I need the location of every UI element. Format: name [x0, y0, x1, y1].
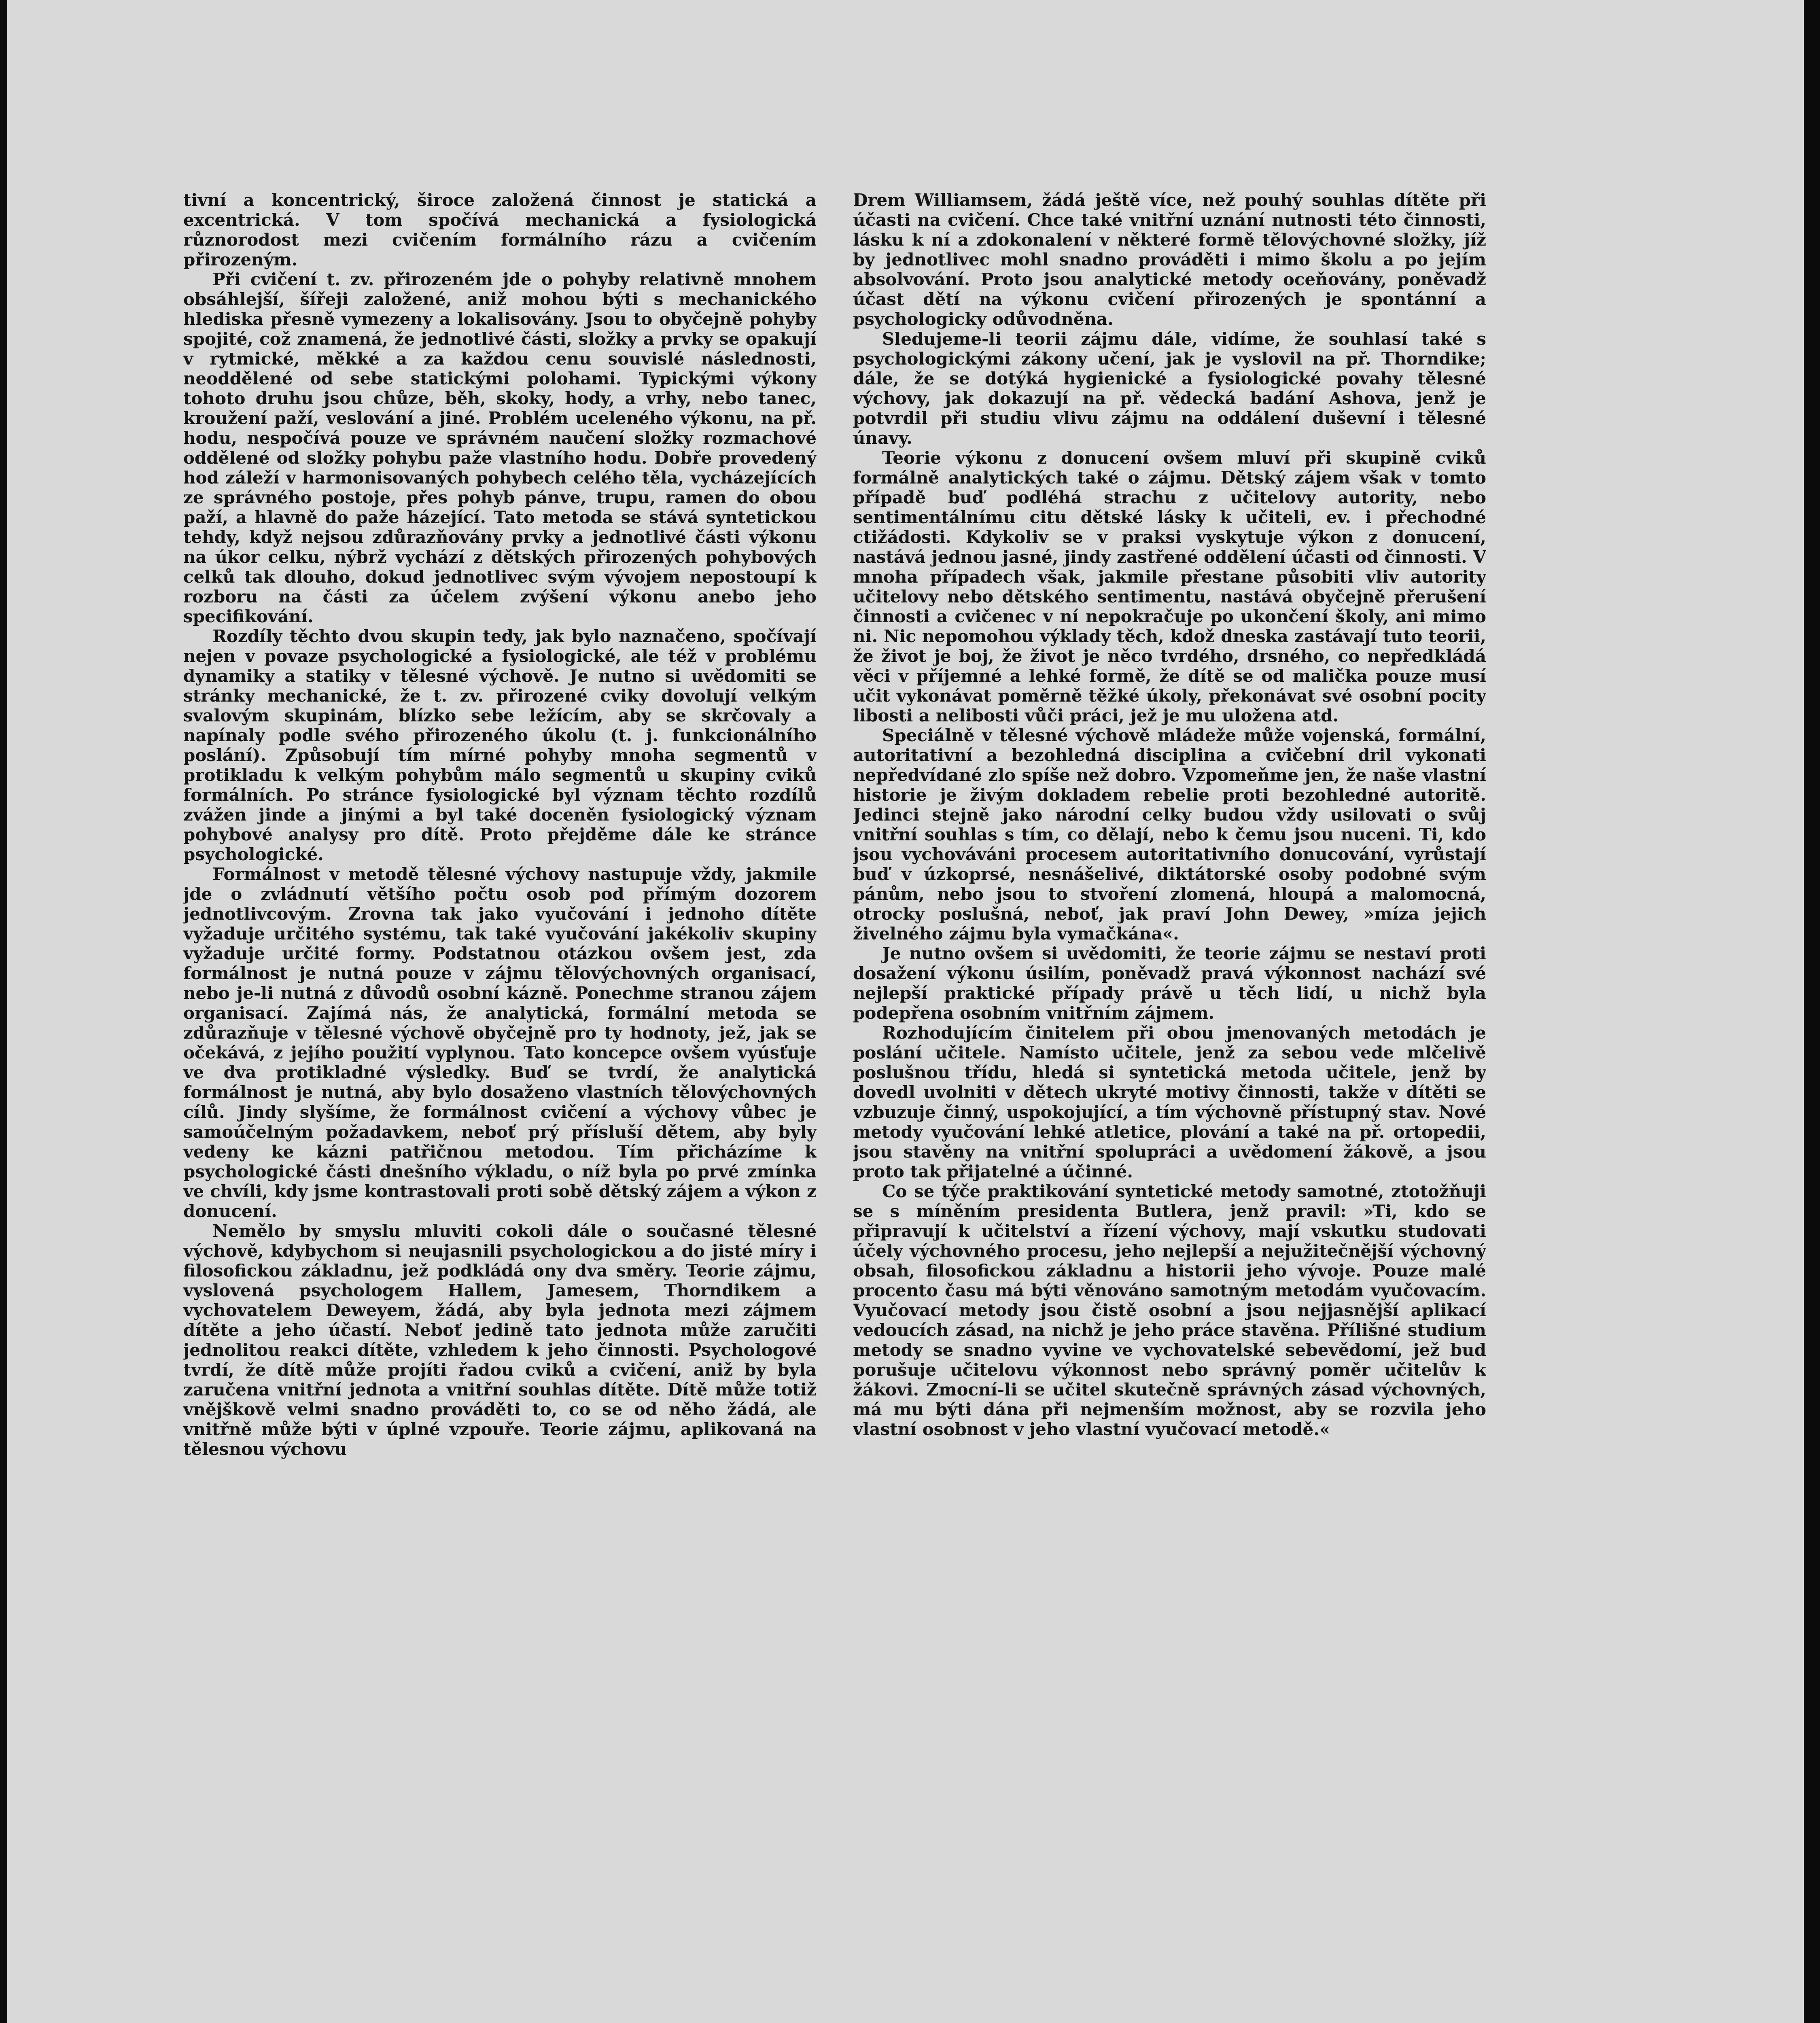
paragraph: Rozhodujícím činitelem při obou jmenovaných metodách je poslání učitele. Namísto učitele, jenž za sebou vede mlčelivě poslušnou třídu, hledá si syntetická metoda učitele, jenž by dovedl uvolniti v dětech ukryté motivy činnosti, takže v dítěti se vzbuzuje činný, uspokojující, a tím výchovně přístupný stav. Nové metody vyučování lehké atletice, plování a také na př. ortopedii, jsou stavěny na vnitřní spolupráci a uvědomení žákově, a jsou proto tak přijatelné a účinné.: [853, 1023, 1486, 1181]
paragraph: Nemělo by smyslu mluviti cokoli dále o současné tělesné výchově, kdybychom si neujasnili psychologickou a do jisté míry i filosofickou základnu, jež podkládá ony dva směry. Teorie zájmu, vyslovená psychologem Hallem, Jamesem, Thorndikem a vychovatelem Deweyem, žádá, aby byla jednota mezi zájmem dítěte a jeho účastí. Neboť jedině tato jednota může zaručiti jednolitou reakci dítěte, vzhledem k jeho činnosti. Psychologové tvrdí, že dítě může projíti řadou cviků a cvičení, aniž by byla zaručena vnitřní jednota a vnitřní souhlas dítěte. Dítě může totiž vnějškově velmi snadno prováděti to, co se od něho žádá, ale vnitřně může býti v úplné vzpouře. Teorie zájmu, aplikovaná na tělesnou výchovu: [183, 1221, 817, 1459]
left-text-column: [183, 190, 817, 1938]
paragraph: Teorie výkonu z donucení ovšem mluví při skupině cviků formálně analytických také o zájmu. Dětský zájem však v tomto případě buď podléhá strachu z učitelovy autority, nebo sentimentálnímu citu dětské lásky k učiteli, ev. i přechodné ctižádosti. Kdykoliv se v praksi vyskytuje výkon z donucení, nastává jednou jasné, jindy zastřené oddělení účasti od činnosti. V mnoha případech však, jakmile přestane působiti vliv autority učitelovy nebo dětského sentimentu, nastává obyčejně přerušení činnosti a cvičenec v ní nepokračuje po ukončení školy, ani mimo ni. Nic nepomohou výklady těch, kdož dneska zastávají tuto teorii, že život je boj, že život je něco tvrdého, drsného, co nepředkládá věci v příjemné a lehké formě, že dítě se od malička pouze musí učit vykonávat poměrně těžké úkoly, překonávat své osobní pocity libosti a nelibosti vůči práci, jež je mu uložena atd.: [853, 448, 1486, 725]
right-text-column: [853, 190, 1486, 1938]
paragraph: Při cvičení t. zv. přirozeném jde o pohyby relativně mnohem obsáhlejší, šířeji založené, aniž mohou býti s mechanického hlediska přesně vymezeny a lokalisovány. Jsou to obyčejně pohyby spojité, což znamená, že jednotlivé části, složky a prvky se opakují v rytmické, měkké a za každou cenu souvislé následnosti, neoddělené od sebe statickými polohami. Typickými výkony tohoto druhu jsou chůze, běh, skoky, hody, a vrhy, nebo tanec, kroužení paží, veslování a jiné. Problém uceleného výkonu, na př. hodu, nespočívá pouze ve správném naučení složky rozmachové oddělené od složky pohybu paže vlastního hodu. Dobře provedený hod záleží v harmonisovaných pohybech celého těla, vycházejících ze správného postoje, přes pohyb pánve, trupu, ramen do obou paží, a hlavně do paže házející. Tato metoda se stává syntetickou tehdy, když nejsou zdůrazňovány prvky a jednotlivé části výkonu na úkor celku, nýbrž vychází z dětských přirozených pohybových celků tak dlouho, dokud jednotlivec svým vývojem nepostoupí k rozboru na části za účelem zvýšení výkonu anebo jeho specifikování.: [183, 269, 817, 626]
paragraph: Speciálně v tělesné výchově mládeže může vojenská, formální, autoritativní a bezohledná disciplina a cvičební dril vykonati nepředvídané zlo spíše než dobro. Vzpomeňme jen, že naše vlastní historie je živým dokladem rebelie proti bezohledné autoritě. Jedinci stejně jako národní celky budou vždy usilovati o svůj vnitřní souhlas s tím, co dělají, nebo k čemu jsou nuceni. Ti, kdo jsou vychováváni procesem autoritativního donucování, vyrůstají buď v úzkoprsé, nesnášelivé, diktátorské osoby podobné svým pánům, nebo jsou to stvoření zlomená, hloupá a malomocná, otrocky poslušná, neboť, jak praví John Dewey, »míza jejich živelného zájmu byla vymačkána«.: [853, 725, 1486, 944]
paragraph: Co se týče praktikování syntetické metody samotné, ztotožňuji se s míněním presidenta Butlera, jenž pravil: »Ti, kdo se připravují k učitelství a řízení výchovy, mají vskutku studovati účely výchovného procesu, jeho nejlepší a nejužitečnější výchovný obsah, filosofickou základnu a historii jeho vývoje. Pouze malé procento času má býti věnováno samotným metodám vyučovacím. Vyučovací metody jsou čistě osobní a jsou nejjasnější aplikací vedoucích zásad, na nichž je jeho práce stavěna. Přílišné studium metody se snadno vyvine ve vychovatelské sebevědomí, jež buď porušuje učitelovu výkonnost nebo správný poměr učitelův k žákovi. Zmocní-li se učitel skutečně správných zásad výchovných, má mu býti dána při nejmenším možnost, aby se rozvila jeho vlastní osobnost v jeho vlastní vyučovací metodě.«: [853, 1181, 1486, 1439]
paragraph: Drem Williamsem, žádá ještě více, než pouhý souhlas dítěte při účasti na cvičení. Chce také vnitřní uznání nutnosti této činnosti, lásku k ní a zdokonalení v některé formě tělovýchovné složky, jíž by jednotlivec mohl snadno prováděti i mimo školu a po jejím absolvování. Proto jsou analytické metody oceňovány, poněvadž účast dětí na výkonu cvičení přirozených je spontánní a psychologicky odůvodněna.: [853, 190, 1486, 329]
paragraph: Je nutno ovšem si uvědomiti, že teorie zájmu se nestaví proti dosažení výkonu úsilím, poněvadž pravá výkonnost nachází své nejlepší praktické případy právě u těch lidí, u nichž byla podepřena osobním vnitřním zájmem.: [853, 944, 1486, 1023]
paragraph: Formálnost v metodě tělesné výchovy nastupuje vždy, jakmile jde o zvládnutí většího počtu osob pod přímým dozorem jednotlivcovým. Zrovna tak jako vyučování i jednoho dítěte vyžaduje určitého systému, tak také vyučování jakékoliv skupiny vyžaduje určité formy. Podstatnou otázkou ovšem jest, zda formálnost je nutná pouze v zájmu tělovýchovných organisací, nebo je-li nutná z důvodů osobní kázně. Ponechme stranou zájem organisací. Zajímá nás, že analytická, formální metoda se zdůrazňuje v tělesné výchově obyčejně pro ty hodnoty, jež, jak se očekává, z jejího použití vyplynou. Tato koncepce ovšem vyúsťuje ve dva protikladné výsledky. Buď se tvrdí, že analytická formálnost je nutná, aby bylo dosaženo vlastních tělovýchovných cílů. Jindy slyšíme, že formálnost cvičení a výchovy vůbec je samoúčelným požadavkem, neboť prý přísluší dětem, aby byly vedeny ke kázni patřičnou metodou. Tím přicházíme k psychologické části dnešního výkladu, o níž byla po prvé zmínka ve chvíli, kdy jsme kontrastovali proti sobě dětský zájem a výkon z donucení.: [183, 864, 817, 1221]
page-sheet: [7, 0, 1804, 2023]
paragraph: Rozdíly těchto dvou skupin tedy, jak bylo naznačeno, spočívají nejen v povaze psychologické a fysiologické, ale též v problému dynamiky a statiky v tělesné výchově. Je nutno si uvědomiti se stránky mechanické, že t. zv. přirozené cviky dovolují velkým svalovým skupinám, blízko sebe ležícím, aby se skrčovaly a napínaly podle svého přirozeného úkolu (t. j. funkcionálního poslání). Způsobují tím mírné pohyby mnoha segmentů v protikladu k velkým pohybům málo segmentů u skupiny cviků formálních. Po stránce fysiologické byl význam těchto rozdílů zvážen jinde a jinými a byl také doceněn fysiologický význam pohybové analysy pro dítě. Proto přejděme dále ke stránce psychologické.: [183, 626, 817, 864]
paragraph: tivní a koncentrický, široce založená činnost je statická a excentrická. V tom spočívá mechanická a fysiologická různorodost mezi cvičením formálního rázu a cvičením přirozeným.: [183, 190, 817, 269]
paragraph: Sledujeme-li teorii zájmu dále, vidíme, že souhlasí také s psychologickými zákony učení, jak je vyslovil na př. Thorndike; dále, že se dotýká hygienické a fysiologické povahy tělesné výchovy, jak dokazují na př. vědecká badání Ashova, jenž je potvrdil při studiu vlivu zájmu na oddálení duševní i tělesné únavy.: [853, 329, 1486, 448]
